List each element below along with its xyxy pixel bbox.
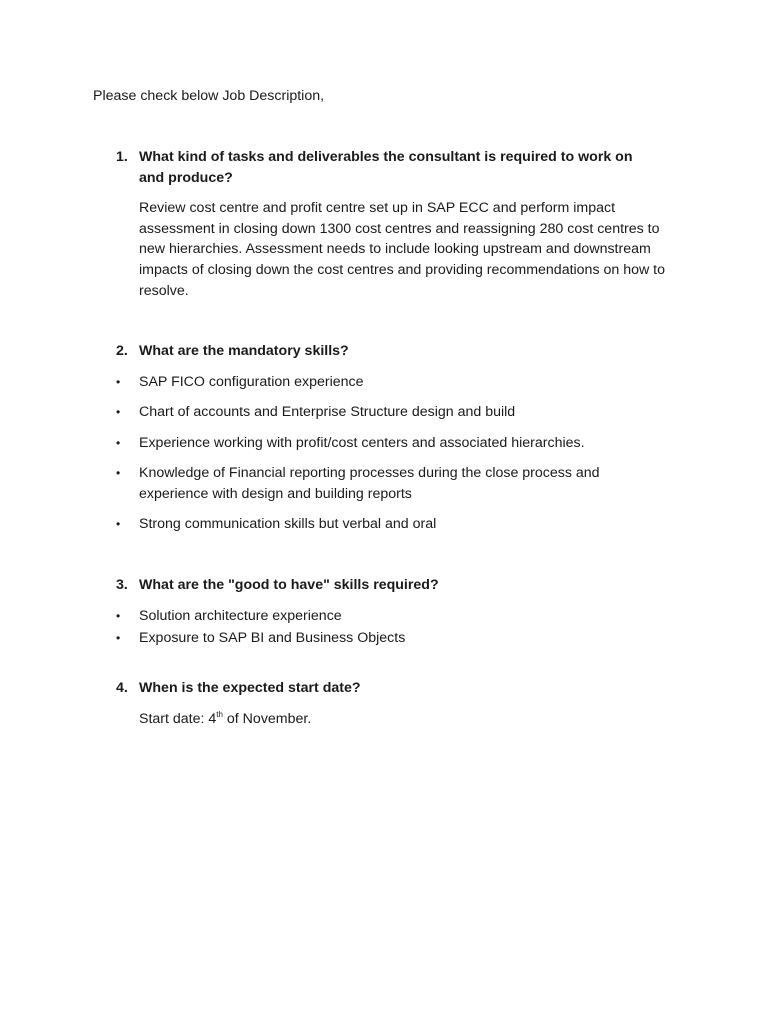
- bullet-icon: •: [116, 466, 121, 480]
- mandatory-skill-text: Knowledge of Financial reporting processes during the close process and experience with design and building reports: [139, 465, 600, 502]
- question-1-heading: What kind of tasks and deliverables the consultant is required to work on and produce?: [139, 149, 633, 186]
- question-3-heading: What are the "good to have" skills required?: [139, 577, 439, 593]
- mandatory-skill-text: Strong communication skills but verbal and oral: [139, 516, 437, 532]
- question-4-heading: When is the expected start date?: [139, 680, 361, 696]
- question-2-number: 2.: [116, 343, 128, 359]
- bullet-icon: •: [116, 375, 121, 389]
- question-1-answer: Review cost centre and profit centre set up in SAP ECC and perform impact assessment in closing down 1300 cost centres and reassigning 280 cost centres to new hierarchies. Assessment needs to include looking upstream and downstream impacts of closing down the cost centres and providing recommendations on how to resolve.: [139, 200, 666, 299]
- start-date-suffix: of November.: [222, 711, 312, 727]
- good-to-have-skill-text: Solution architecture experience: [139, 608, 342, 624]
- bullet-icon: •: [116, 517, 121, 531]
- good-to-have-skill-text: Exposure to SAP BI and Business Objects: [139, 630, 406, 646]
- question-2-heading: What are the mandatory skills?: [139, 343, 349, 359]
- bullet-icon: •: [116, 436, 121, 450]
- bullet-icon: •: [116, 405, 121, 419]
- question-3-number: 3.: [116, 577, 128, 593]
- bullet-icon: •: [116, 631, 121, 645]
- start-date-ordinal: th: [216, 710, 223, 719]
- mandatory-skill-text: Experience working with profit/cost centers and associated hierarchies.: [139, 435, 585, 451]
- question-1-number: 1.: [116, 149, 128, 165]
- mandatory-skill-text: SAP FICO configuration experience: [139, 374, 364, 390]
- intro-text: Please check below Job Description,: [93, 88, 325, 104]
- mandatory-skill-text: Chart of accounts and Enterprise Structure design and build: [139, 404, 516, 420]
- bullet-icon: •: [116, 609, 121, 623]
- start-date-text: [139, 709, 674, 730]
- question-4-number: 4.: [116, 680, 128, 696]
- start-date-prefix: Start date: 4: [139, 711, 217, 727]
